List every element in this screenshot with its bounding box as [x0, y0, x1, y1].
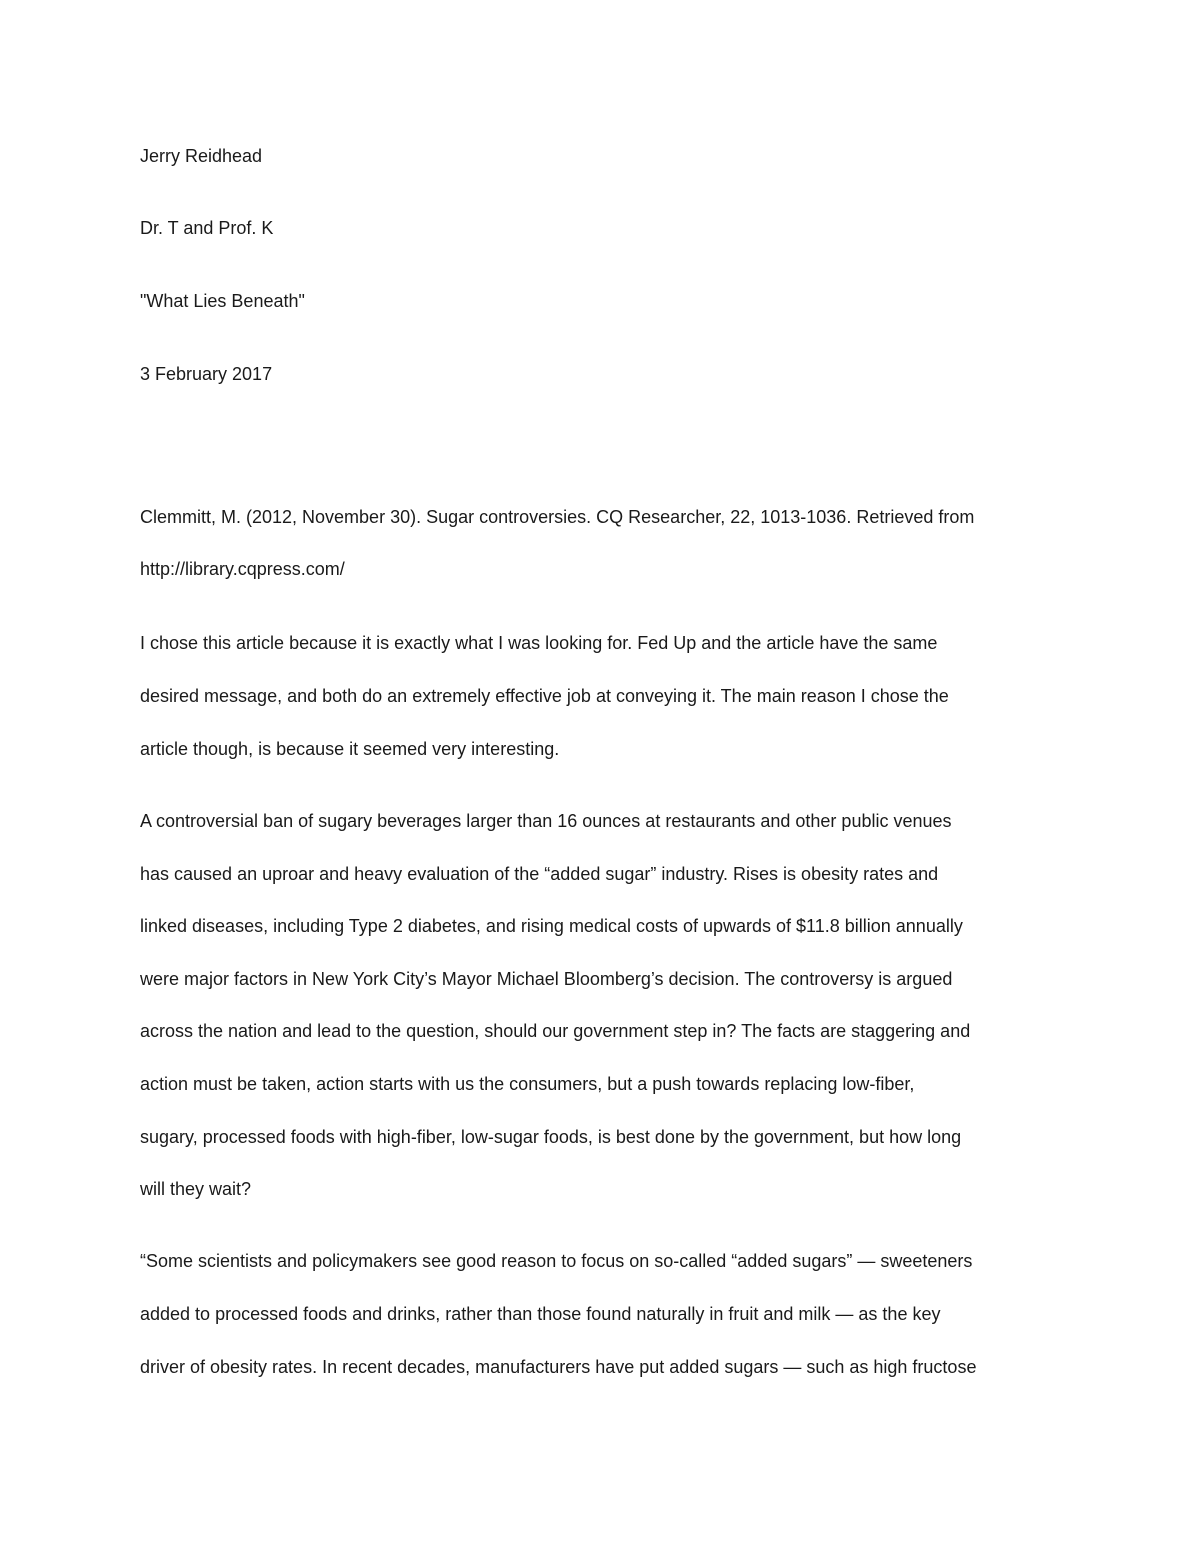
- citation-line: http://library.cqpress.com/: [140, 559, 345, 579]
- paragraph-line: linked diseases, including Type 2 diabetes, and rising medical costs of upwards of $11.8 billion annually: [140, 916, 963, 936]
- paragraph-line: across the nation and lead to the question, should our government step in? The facts are staggering and: [140, 1021, 971, 1041]
- paragraph-line: action must be taken, action starts with us the consumers, but a push towards replacing low-fiber,: [140, 1074, 915, 1094]
- essay-title: "What Lies Beneath": [140, 291, 305, 311]
- author-name: Jerry Reidhead: [140, 146, 263, 166]
- essay-date: 3 February 2017: [140, 364, 273, 384]
- paragraph-line: article though, is because it seemed very interesting.: [140, 739, 560, 759]
- paragraph-line: I chose this article because it is exactly what I was looking for. Fed Up and the article have the same: [140, 633, 938, 653]
- paragraph-line: has caused an uproar and heavy evaluation of the “added sugar” industry. Rises is obesity rates and: [140, 864, 939, 884]
- paragraph-line: driver of obesity rates. In recent decades, manufacturers have put added sugars — such as high fructose: [140, 1357, 977, 1377]
- instructor-names: Dr. T and Prof. K: [140, 218, 274, 238]
- paragraph-line: sugary, processed foods with high-fiber, low-sugar foods, is best done by the government, but how long: [140, 1127, 962, 1147]
- paragraph-line: will they wait?: [140, 1179, 252, 1199]
- paragraph-line: “Some scientists and policymakers see good reason to focus on so-called “added sugars” — sweeteners: [140, 1251, 973, 1271]
- paragraph-line: desired message, and both do an extremely effective job at conveying it. The main reason I chose the: [140, 686, 949, 706]
- paragraph-line: added to processed foods and drinks, rather than those found naturally in fruit and milk — as the key: [140, 1304, 941, 1324]
- paragraph-line: A controversial ban of sugary beverages larger than 16 ounces at restaurants and other public venues: [140, 811, 952, 831]
- paragraph-line: were major factors in New York City’s Mayor Michael Bloomberg’s decision. The controversy is argued: [140, 969, 953, 989]
- citation-line: Clemmitt, M. (2012, November 30). Sugar controversies. CQ Researcher, 22, 1013-1036. Retrieved from: [140, 507, 975, 527]
